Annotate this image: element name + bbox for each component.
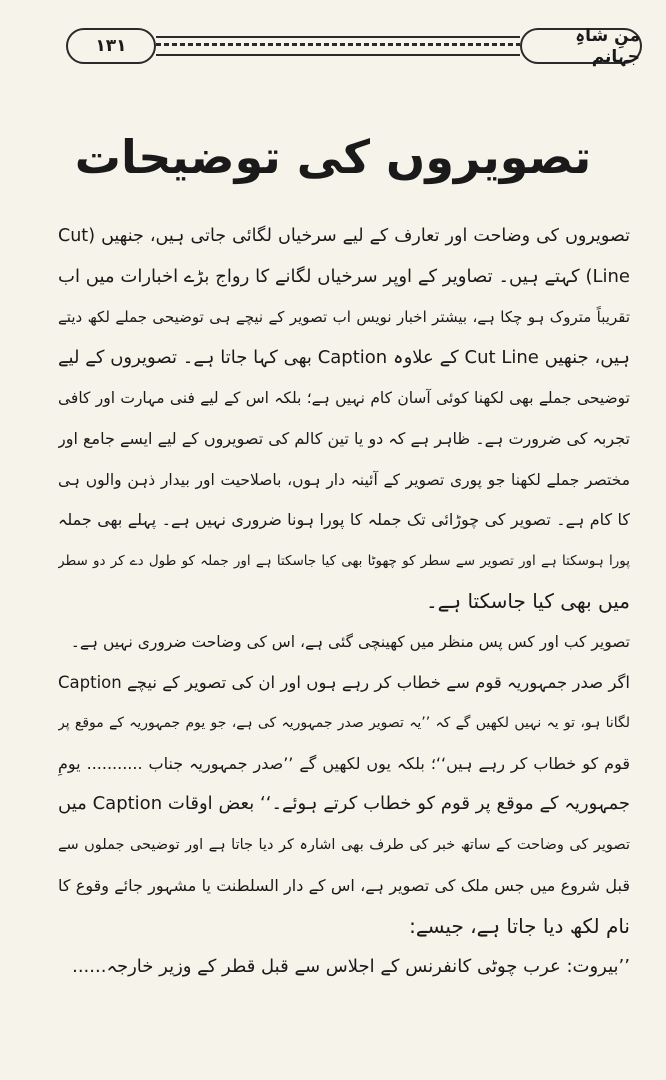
text-line: پورا ہوسکتا ہے اور تصویر سے سطر کو چھوٹا بھی کیا جاسکتا ہے اور جملہ کو طول دے کر دو سطر — [58, 552, 630, 569]
page-header — [66, 22, 642, 68]
text-line: توضیحی جملے بھی لکھنا کوئی آسان کام نہیں ہے؛ بلکہ اس کے لیے فنی مہارت اور کافی — [58, 389, 630, 408]
text-line: قبل شروع میں جس ملک کی تصویر ہے، اس کے دار السلطنت یا مشہور جائے وقوع کا — [58, 875, 630, 895]
page-number: ۱۳۱ — [66, 28, 156, 64]
text-line: کا کام ہے۔ تصویر کی چوڑائی تک جملہ کا پورا ہونا ضروری نہیں ہے۔ پہلے بھی جملہ — [58, 510, 630, 530]
text-line: تصویروں کی وضاحت اور تعارف کے لیے سرخیاں لگائی جاتی ہیں، جنھیں (Cut — [58, 226, 630, 246]
text-line: مختصر جملے لکھنا جو پوری تصویر کے آئینہ دار ہوں، باصلاحیت اور بیدار ذہن والوں ہی — [58, 470, 630, 489]
text-line: تجربہ کی ضرورت ہے۔ ظاہر ہے کہ دو یا تین کالم کی تصویروں کے لیے ایسے جامع اور — [58, 428, 630, 448]
text-line: ہیں، جنھیں Cut Line کے علاوہ Caption بھی کہا جاتا ہے۔ تصویروں کے لیے — [58, 346, 630, 368]
text-line: تصویر کی وضاحت کے ساتھ خبر کی طرف بھی اشارہ کر دیا جاتا ہے اور توضیحی جملوں سے — [58, 836, 630, 853]
text-line: جمہوریہ کے موقع پر قوم کو خطاب کرتے ہوئے۔‘‘ بعض اوقات Caption میں — [58, 793, 630, 815]
body-text — [58, 216, 630, 987]
text-line: قوم کو خطاب کر رہے ہیں‘‘؛ بلکہ یوں لکھیں گے ’’صدر جمہوریہ جناب ........... یومِ — [58, 753, 630, 773]
chapter-heading: تصویروں کی توضیحات — [74, 130, 592, 184]
text-line: تقریباً متروک ہو چکا ہے، بیشتر اخبار نویس اب تصویر کے نیچے ہی توضیحی جملے لکھ دیتے — [58, 308, 630, 327]
text-line: تصویر کب اور کس پس منظر میں کھینچی گئی ہے، اس کی وضاحت ضروری نہیں ہے۔ — [70, 632, 630, 651]
header-rule — [156, 36, 520, 56]
book-title: منِ شاہِ جہانم — [520, 28, 642, 64]
text-line: ’’بیروت: عرب چوٹی کانفرنس کے اجلاس سے قبل قطر کے وزیر خارجہ...... — [72, 955, 630, 977]
text-line: Line) کہتے ہیں۔ تصاویر کے اوپر سرخیاں لگانے کا رواج بڑے اخبارات میں اب — [58, 265, 630, 287]
text-line: نام لکھ دیا جاتا ہے، جیسے: — [409, 914, 630, 939]
text-line: لگانا ہو، تو یہ نہیں لکھیں گے کہ ’’یہ تصویر صدر جمہوریہ کی ہے، جو یوم جمہوریہ کے موقع پر — [58, 715, 630, 732]
text-line: میں بھی کیا جاسکتا ہے۔ — [425, 589, 630, 614]
text-line: اگر صدر جمہوریہ قوم سے خطاب کر رہے ہوں اور ان کی تصویر کے نیچے Caption — [58, 672, 630, 692]
